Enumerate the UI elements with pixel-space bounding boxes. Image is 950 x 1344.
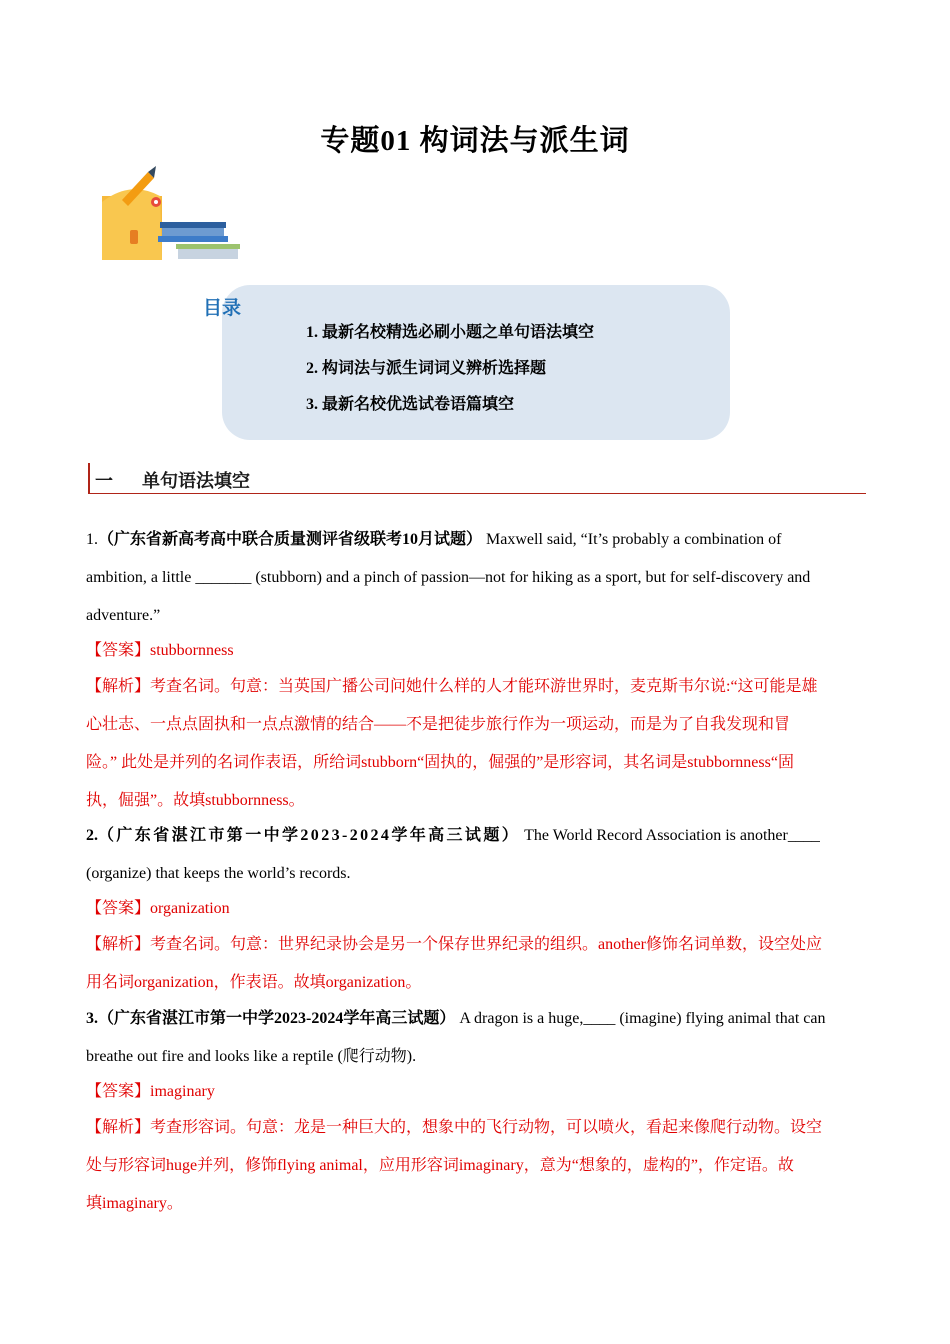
question-number: 3. [86,1010,98,1027]
question-text: Maxwell said, “It’s probably a combination of [486,531,782,548]
section-title: 单句语法填空 [142,471,250,491]
section-number: 一 [95,471,113,491]
analysis-line: 填imaginary。 [86,1195,183,1212]
books-pencil-illustration [100,166,245,262]
question-text: adventure.” [86,607,161,624]
question-text: (organize) that keeps the world’s records. [86,865,351,882]
analysis-2 [86,926,864,1002]
analysis-line: 心壮志、一点点固执和一点点激情的结合——不是把徒步旅行作为一项运动，而是为了自我发现和冒 [86,716,791,733]
toc-label: 目录 [203,298,242,319]
toc-item-2[interactable]: 2. 构词法与派生词词义辨析选择题 [306,360,547,377]
question-number: 2. [86,827,98,844]
question-1 [86,521,864,635]
analysis-line: 执，倔强”。故填stubbornness。 [86,792,305,809]
question-2 [86,817,864,893]
question-source: （广东省新高考高中联合质量测评省级联考10月试题） [98,531,483,548]
analysis-line: 险。” 此处是并列的名词作表语，所给词stubborn“固执的，倔强的”是形容词，其名词是stubbornness“固 [86,754,794,771]
answer-3: 【答案】imaginary [86,1083,215,1100]
analysis-3 [86,1109,864,1223]
question-text: A dragon is a huge,____ (imagine) flying animal that can [459,1010,826,1027]
question-source: （广东省湛江市第一中学2023-2024学年高三试题） [98,827,521,844]
analysis-line: 【解析】考查名词。句意：当英国广播公司问她什么样的人才能环游世界时，麦克斯韦尔说:“这可能是雄 [86,678,818,695]
toc-item-3[interactable]: 3. 最新名校优选试卷语篇填空 [306,396,515,413]
page-title: 专题01 构词法与派生词 [320,125,630,157]
analysis-line: 用名词organization，作表语。故填organization。 [86,974,422,991]
question-text: breathe out fire and looks like a reptile (爬行动物). [86,1048,417,1065]
question-text: The World Record Association is another____ [524,827,820,844]
analysis-line: 处与形容词huge并列，修饰flying animal，应用形容词imaginary，意为“想象的，虚构的”，作定语。故 [86,1157,794,1174]
toc-item-1[interactable]: 1. 最新名校精选必刷小题之单句语法填空 [306,324,595,341]
analysis-line: 【解析】考查形容词。句意：龙是一种巨大的，想象中的飞行动物，可以喷火，看起来像爬行动物。设空 [86,1119,823,1136]
answer-1: 【答案】stubbornness [86,642,234,659]
question-source: （广东省湛江市第一中学2023-2024学年高三试题） [98,1010,456,1027]
analysis-1 [86,668,864,820]
question-text: ambition, a little _______ (stubborn) and a pinch of passion—not for hiking as a sport, but for self-discovery and [86,569,811,586]
section-heading [88,463,866,494]
question-3 [86,1000,864,1076]
answer-2: 【答案】organization [86,900,230,917]
analysis-line: 【解析】考查名词。句意：世界纪录协会是另一个保存世界纪录的组织。another修饰名词单数，设空处应 [86,936,822,953]
question-number: 1. [86,531,98,548]
